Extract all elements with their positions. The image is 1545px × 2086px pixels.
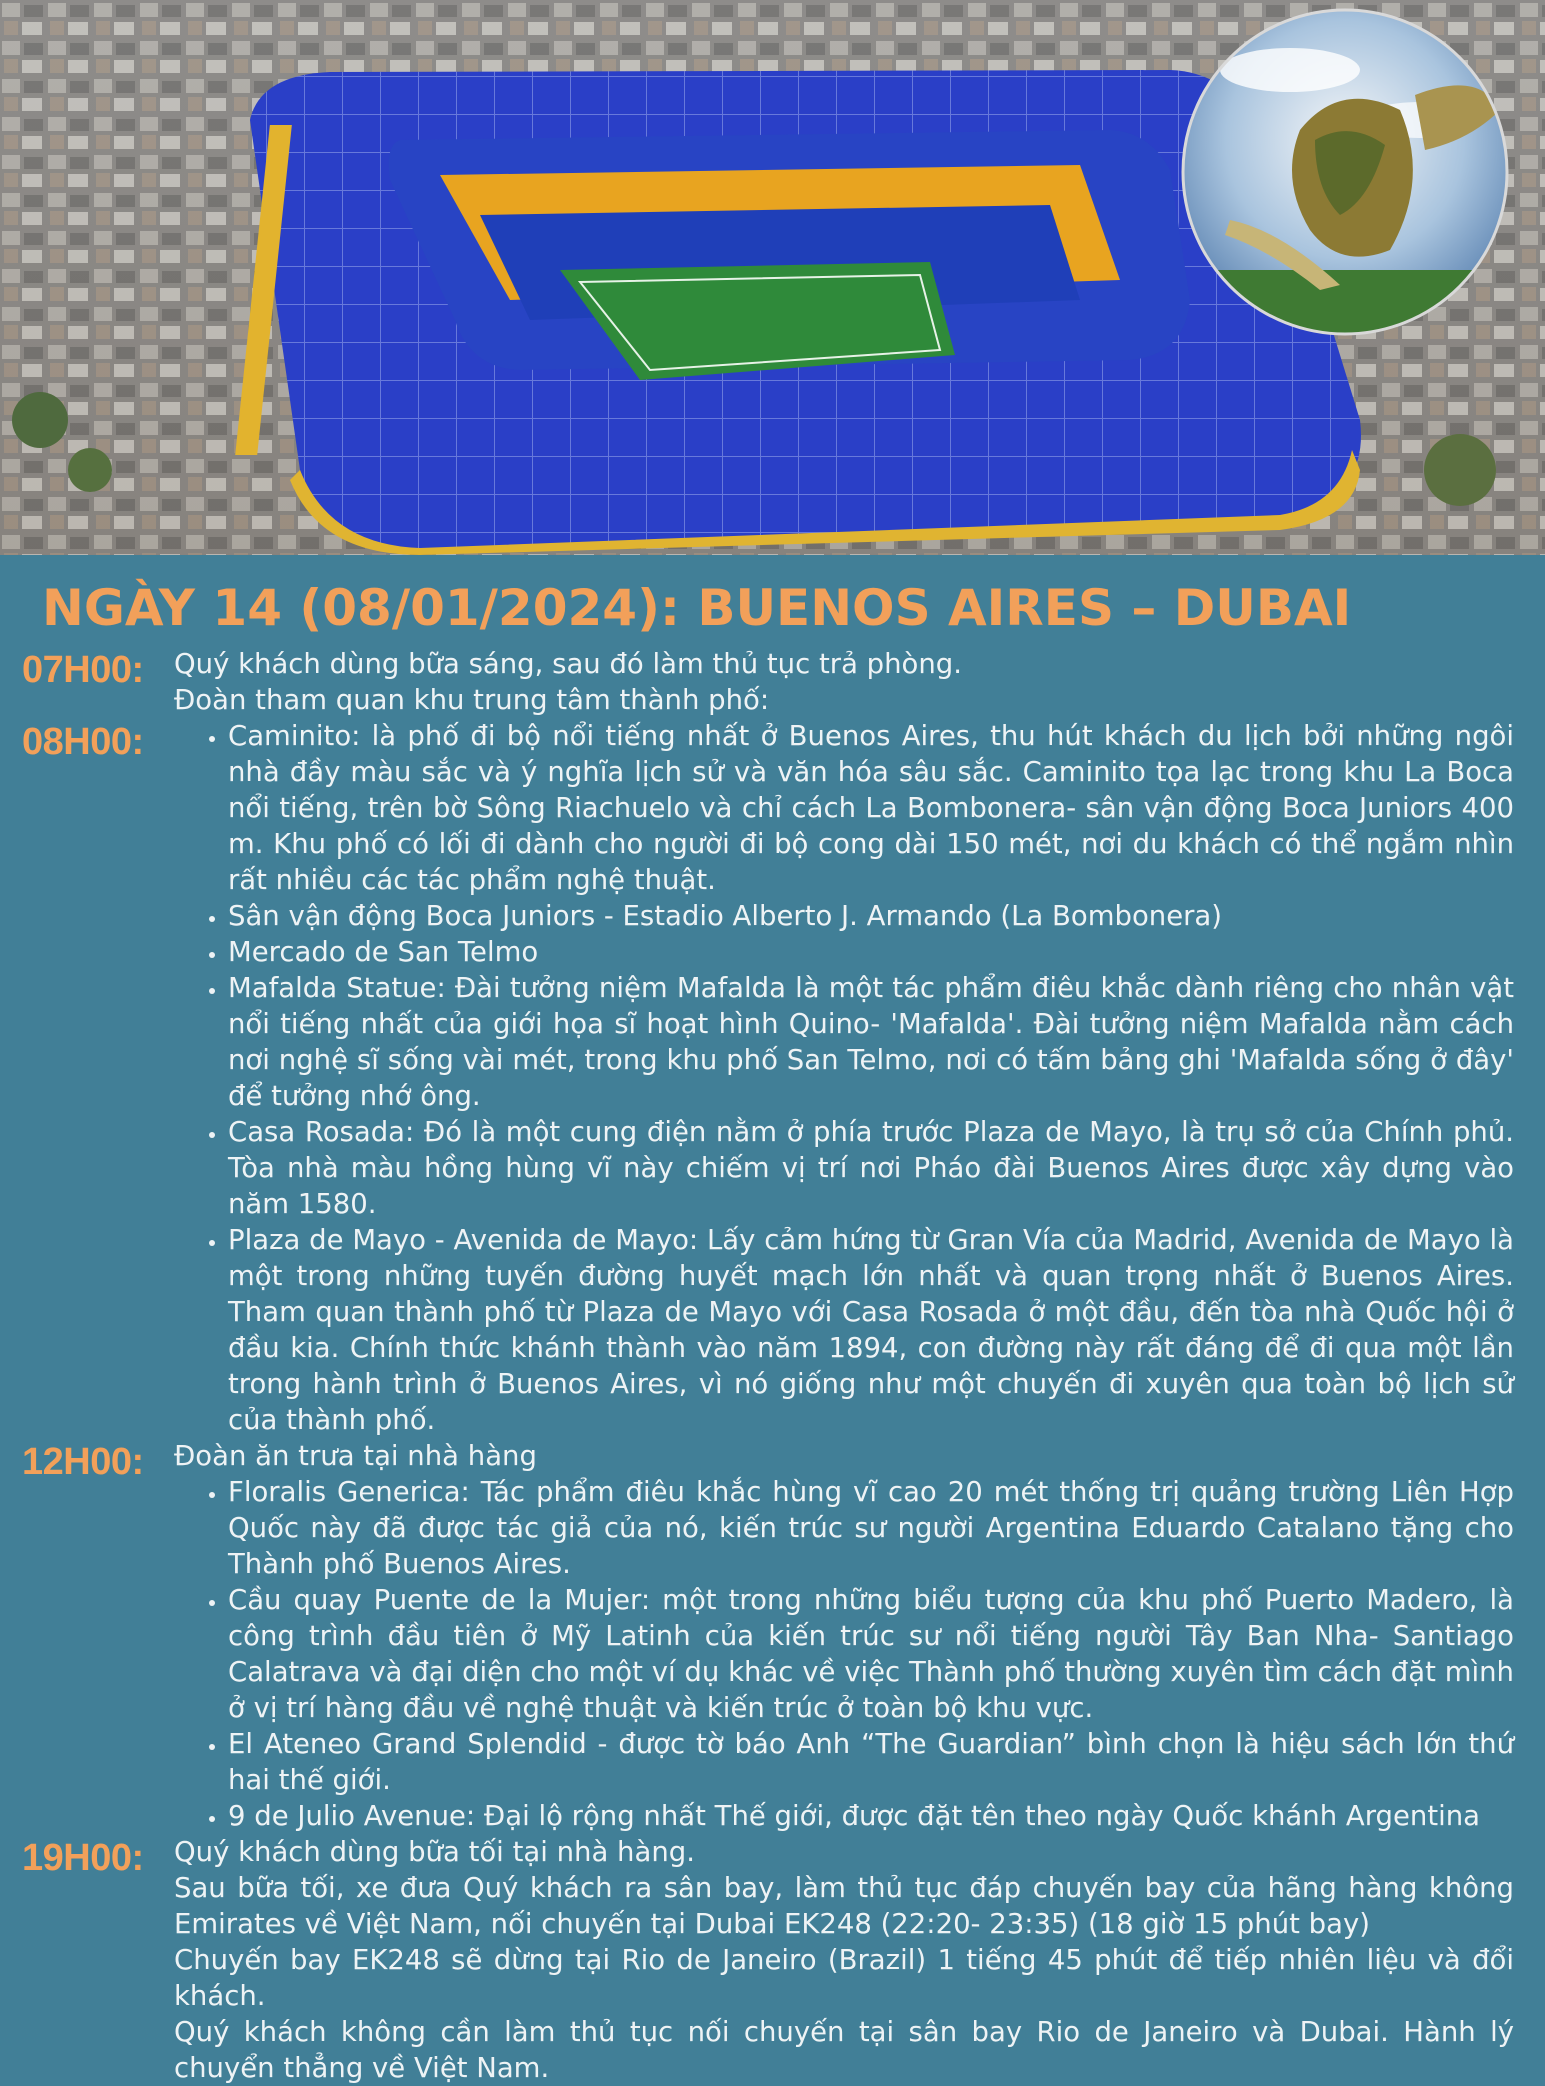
slot-line: Quý khách dùng bữa tối tại nhà hàng.: [174, 1836, 695, 1868]
time-label: 12H00:: [22, 1441, 144, 1483]
day-title: NGÀY 14 (08/01/2024): BUENOS AIRES – DUBAI: [42, 579, 1352, 637]
time-label: 19H00:: [22, 1837, 144, 1879]
time-label: 08H00:: [22, 721, 144, 763]
slot-line: Quý khách không cần làm thủ tục nối chuyến tại sân bay Rio de Janeiro và Dubai. Hành lý chuyển thẳng về Việt Nam.: [174, 2016, 1514, 2084]
slot-line: Đoàn tham quan khu trung tâm thành phố:: [174, 684, 770, 716]
schedule-slot-1900: [22, 1834, 1514, 2086]
list-item: • El Ateneo Grand Splendid - được tờ báo Anh “The Guardian” bình chọn là hiệu sách lớn thứ hai thế giới.: [228, 1726, 1514, 1798]
schedule-slot-1200: [22, 1438, 1514, 1834]
list-item: • Cầu quay Puente de la Mujer: một trong những biểu tượng của khu phố Puerto Madero, là công trình đầu tiên ở Mỹ Latinh của kiến trúc sư nổi tiếng người Tây Ban Nha- Santiago Calatrava và đại diện cho một ví dụ khác về việc Thành phố thường xuyên tìm cách đặt mình ở vị trí hàng đầu về nghệ thuật và kiến trúc ở toàn bộ khu vực.: [228, 1582, 1514, 1726]
list-item: • Sân vận động Boca Juniors - Estadio Alberto J. Armando (La Bombonera): [228, 898, 1514, 934]
list-item: • Casa Rosada: Đó là một cung điện nằm ở phía trước Plaza de Mayo, là trụ sở của Chính phủ. Tòa nhà màu hồng hùng vĩ này chiếm vị trí nơi Pháo đài Buenos Aires được xây dựng vào năm 1580.: [228, 1114, 1514, 1222]
stadium-aerial-image: [0, 0, 1545, 555]
schedule-slot-0700: [22, 646, 1514, 718]
itinerary: [22, 646, 1514, 2086]
slot-line: Đoàn ăn trưa tại nhà hàng: [174, 1440, 537, 1472]
list-item: • Plaza de Mayo - Avenida de Mayo: Lấy cảm hứng từ Gran Vía của Madrid, Avenida de Mayo là một trong những tuyến đường huyết mạch lớn nhất và quan trọng nhất ở Buenos Aires. Tham quan thành phố từ Plaza de Mayo với Casa Rosada ở một đầu, đến tòa nhà Quốc hội ở đầu kia. Chính thức khánh thành vào năm 1894, con đường này rất đáng để đi qua một lần trong hành trình ở Buenos Aires, vì nó giống như một chuyến đi xuyên qua toàn bộ lịch sử của thành phố.: [228, 1222, 1514, 1438]
slot-line: Sau bữa tối, xe đưa Quý khách ra sân bay, làm thủ tục đáp chuyến bay của hãng hàng không Emirates về Việt Nam, nối chuyến tại Dubai EK248 (22:20- 23:35) (18 giờ 15 phút bay): [174, 1872, 1514, 1940]
slot-body: [174, 646, 1514, 718]
time-label: 07H00:: [22, 649, 144, 691]
list-item: • 9 de Julio Avenue: Đại lộ rộng nhất Thế giới, được đặt tên theo ngày Quốc khánh Argentina: [228, 1798, 1514, 1834]
schedule-slot-0800: [22, 718, 1514, 1438]
hero-banner: [0, 0, 1545, 555]
list-item: • Caminito: là phố đi bộ nổi tiếng nhất ở Buenos Aires, thu hút khách du lịch bởi những ngôi nhà đầy màu sắc và ý nghĩa lịch sử và văn hóa sâu sắc. Caminito tọa lạc trong khu La Boca nổi tiếng, trên bờ Sông Riachuelo và chỉ cách La Bombonera- sân vận động Boca Juniors 400 m. Khu phố có lối đi dành cho người đi bộ cong dài 150 mét, nơi du khách có thể ngắm nhìn rất nhiều các tác phẩm nghệ thuật.: [228, 718, 1514, 898]
slot-body: [174, 718, 1514, 1438]
attraction-list: [174, 718, 1514, 1438]
slot-line: Quý khách dùng bữa sáng, sau đó làm thủ tục trả phòng.: [174, 648, 962, 680]
slot-body: [174, 1438, 1514, 1834]
list-item: • Mafalda Statue: Đài tưởng niệm Mafalda là một tác phẩm điêu khắc dành riêng cho nhân vật nổi tiếng nhất của giới họa sĩ hoạt hình Quino- 'Mafalda'. Đài tưởng niệm Mafalda nằm cách nơi nghệ sĩ sống vài mét, trong khu phố San Telmo, nơi có tấm bảng ghi 'Mafalda sống ở đây' để tưởng nhớ ông.: [228, 970, 1514, 1114]
attraction-list: [174, 1474, 1514, 1834]
list-item: • Mercado de San Telmo: [228, 934, 1514, 970]
slot-body: [174, 1834, 1514, 2086]
list-item: • Floralis Generica: Tác phẩm điêu khắc hùng vĩ cao 20 mét thống trị quảng trường Liên Hợp Quốc này đã được tác giả của nó, kiến trúc sư người Argentina Eduardo Catalano tặng cho Thành phố Buenos Aires.: [228, 1474, 1514, 1582]
slot-line: Chuyến bay EK248 sẽ dừng tại Rio de Janeiro (Brazil) 1 tiếng 45 phút để tiếp nhiên liệu và đổi khách.: [174, 1944, 1514, 2012]
